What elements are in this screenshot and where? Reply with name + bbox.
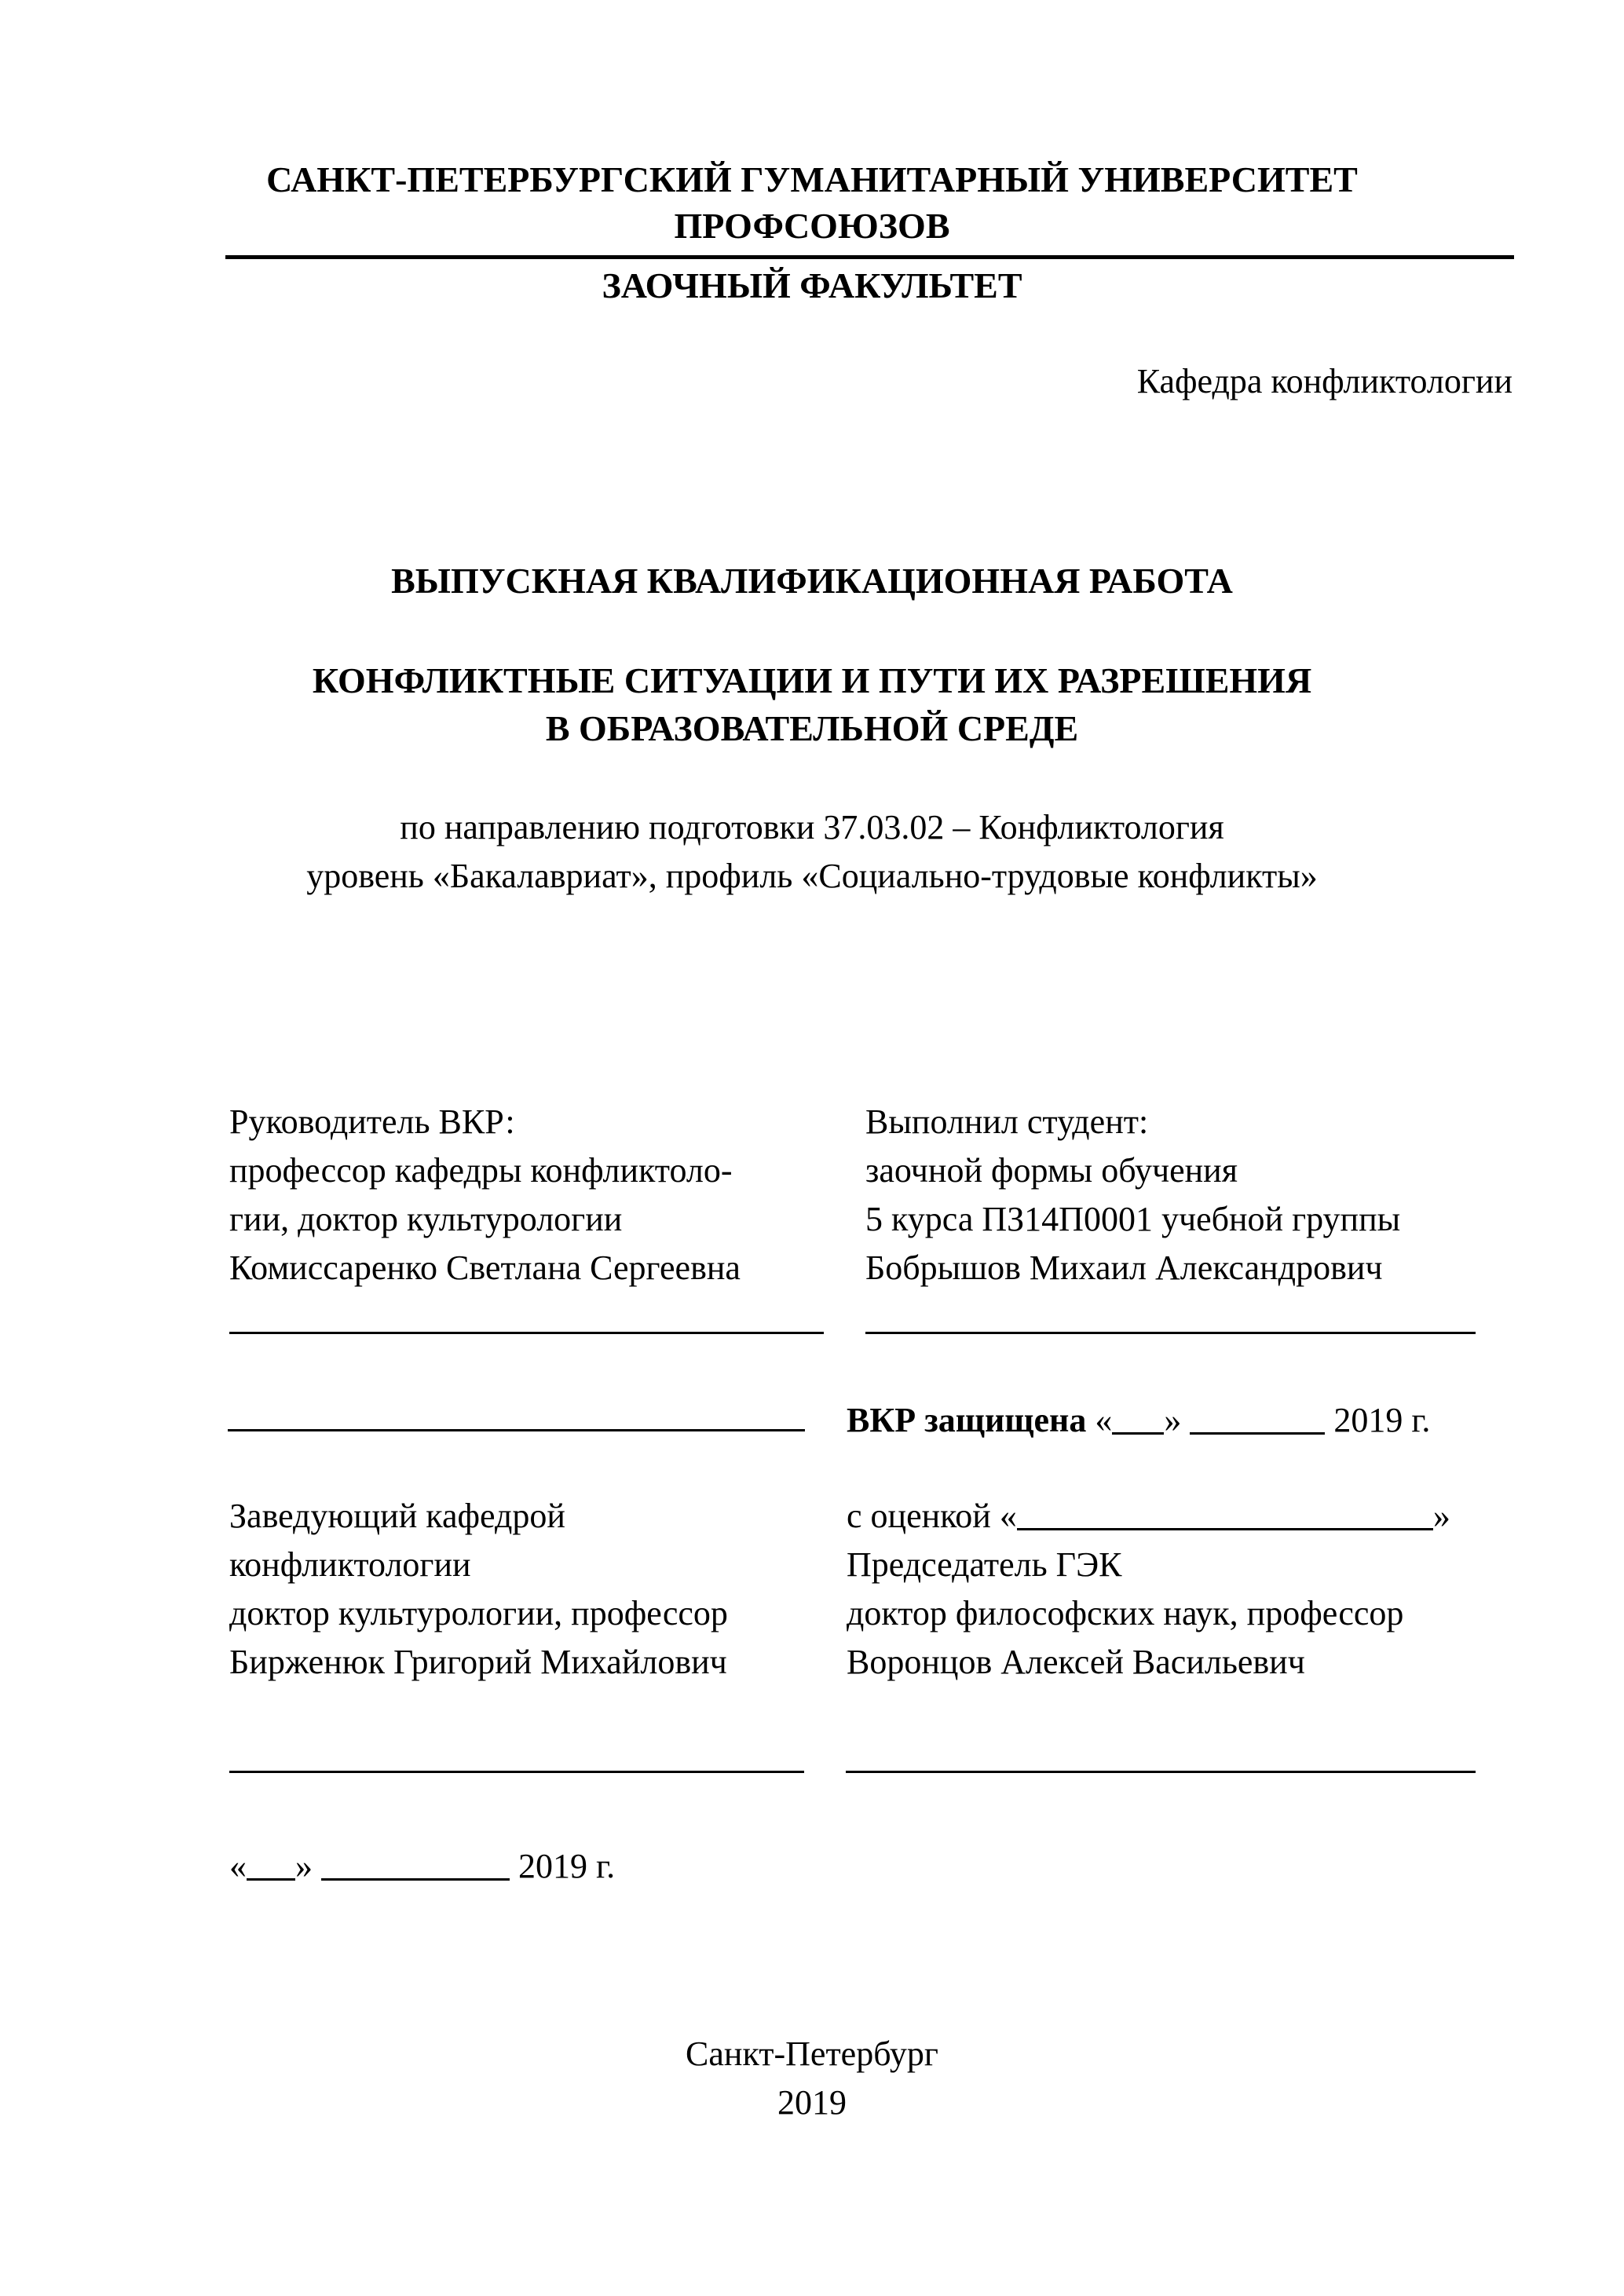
approval-month-field[interactable] xyxy=(321,1852,510,1881)
student-group-line: 5 курса ПЗ14П0001 учебной группы xyxy=(865,1200,1401,1238)
university-name-line1: САНКТ-ПЕТЕРБУРГСКИЙ ГУМАНИТАРНЫЙ УНИВЕРСИТЕТ xyxy=(266,159,1358,199)
supervisor-position-line2: гии, доктор культурологии xyxy=(229,1200,623,1238)
work-type: ВЫПУСКНАЯ КВАЛИФИКАЦИОННАЯ РАБОТА xyxy=(391,561,1233,601)
supervisor-position-line1: профессор кафедры конфликтоло- xyxy=(229,1151,733,1190)
approval-open-quote: « xyxy=(229,1847,247,1885)
head-of-department-block xyxy=(229,1492,728,1687)
student-label: Выполнил студент: xyxy=(865,1102,1149,1141)
grade-line xyxy=(847,1492,1450,1541)
head-label-line2: конфликтологии xyxy=(229,1545,471,1584)
student-block xyxy=(865,1098,1400,1292)
committee-block xyxy=(847,1492,1450,1687)
defense-month-field[interactable] xyxy=(1190,1406,1325,1435)
defense-label: ВКР защищена xyxy=(847,1401,1087,1439)
defense-year: 2019 г. xyxy=(1333,1401,1431,1439)
university-name-line2: ПРОФСОЮЗОВ xyxy=(674,206,950,246)
footer-city: Санкт-Петербург xyxy=(686,2035,938,2073)
approval-close-quote: » xyxy=(295,1847,313,1885)
student-name: Бобрышов Михаил Александрович xyxy=(865,1249,1383,1287)
chair-signature-line[interactable] xyxy=(846,1771,1476,1773)
grade-suffix: » xyxy=(1432,1497,1450,1535)
defense-close-quote: » xyxy=(1164,1401,1182,1439)
head-name: Бирженюк Григорий Михайлович xyxy=(229,1643,727,1681)
chair-label: Председатель ГЭК xyxy=(847,1545,1122,1584)
grade-field[interactable] xyxy=(1017,1501,1433,1530)
student-signature-line[interactable] xyxy=(865,1332,1476,1334)
chair-degree: доктор философских наук, профессор xyxy=(847,1594,1404,1632)
defense-open-quote: « xyxy=(1095,1401,1113,1439)
supervisor-label: Руководитель ВКР: xyxy=(229,1102,515,1141)
faculty-name: ЗАОЧНЫЙ ФАКУЛЬТЕТ xyxy=(602,265,1022,305)
supervisor-name: Комиссаренко Светлана Сергеевна xyxy=(229,1249,741,1287)
grade-prefix: с оценкой « xyxy=(847,1497,1017,1535)
student-form-line: заочной формы обучения xyxy=(865,1151,1238,1190)
supervisor-signature-line[interactable] xyxy=(229,1332,824,1334)
supervisor-date-signature-line[interactable] xyxy=(228,1429,805,1431)
approval-year: 2019 г. xyxy=(518,1847,616,1885)
head-label-line1: Заведующий кафедрой xyxy=(229,1497,565,1535)
head-degree: доктор культурологии, профессор xyxy=(229,1594,728,1632)
supervisor-block xyxy=(229,1098,741,1292)
level-profile-line: уровень «Бакалавриат», профиль «Социально-трудовые конфликты» xyxy=(306,857,1318,895)
header-divider xyxy=(225,255,1514,259)
head-signature-line[interactable] xyxy=(229,1771,804,1773)
approval-day-field[interactable] xyxy=(247,1852,295,1881)
topic-line2: В ОБРАЗОВАТЕЛЬНОЙ СРЕДЕ xyxy=(545,708,1079,748)
topic-line1: КОНФЛИКТНЫЕ СИТУАЦИИ И ПУТИ ИХ РАЗРЕШЕНИЯ xyxy=(312,660,1312,700)
chair-name: Воронцов Алексей Васильевич xyxy=(847,1643,1305,1681)
department-name: Кафедра конфликтологии xyxy=(1136,362,1512,400)
approval-date-line xyxy=(229,1842,615,1891)
footer-year: 2019 xyxy=(777,2083,847,2122)
defense-line xyxy=(847,1396,1430,1445)
direction-line: по направлению подготовки 37.03.02 – Конфликтология xyxy=(400,808,1224,846)
defense-day-field[interactable] xyxy=(1112,1406,1164,1435)
